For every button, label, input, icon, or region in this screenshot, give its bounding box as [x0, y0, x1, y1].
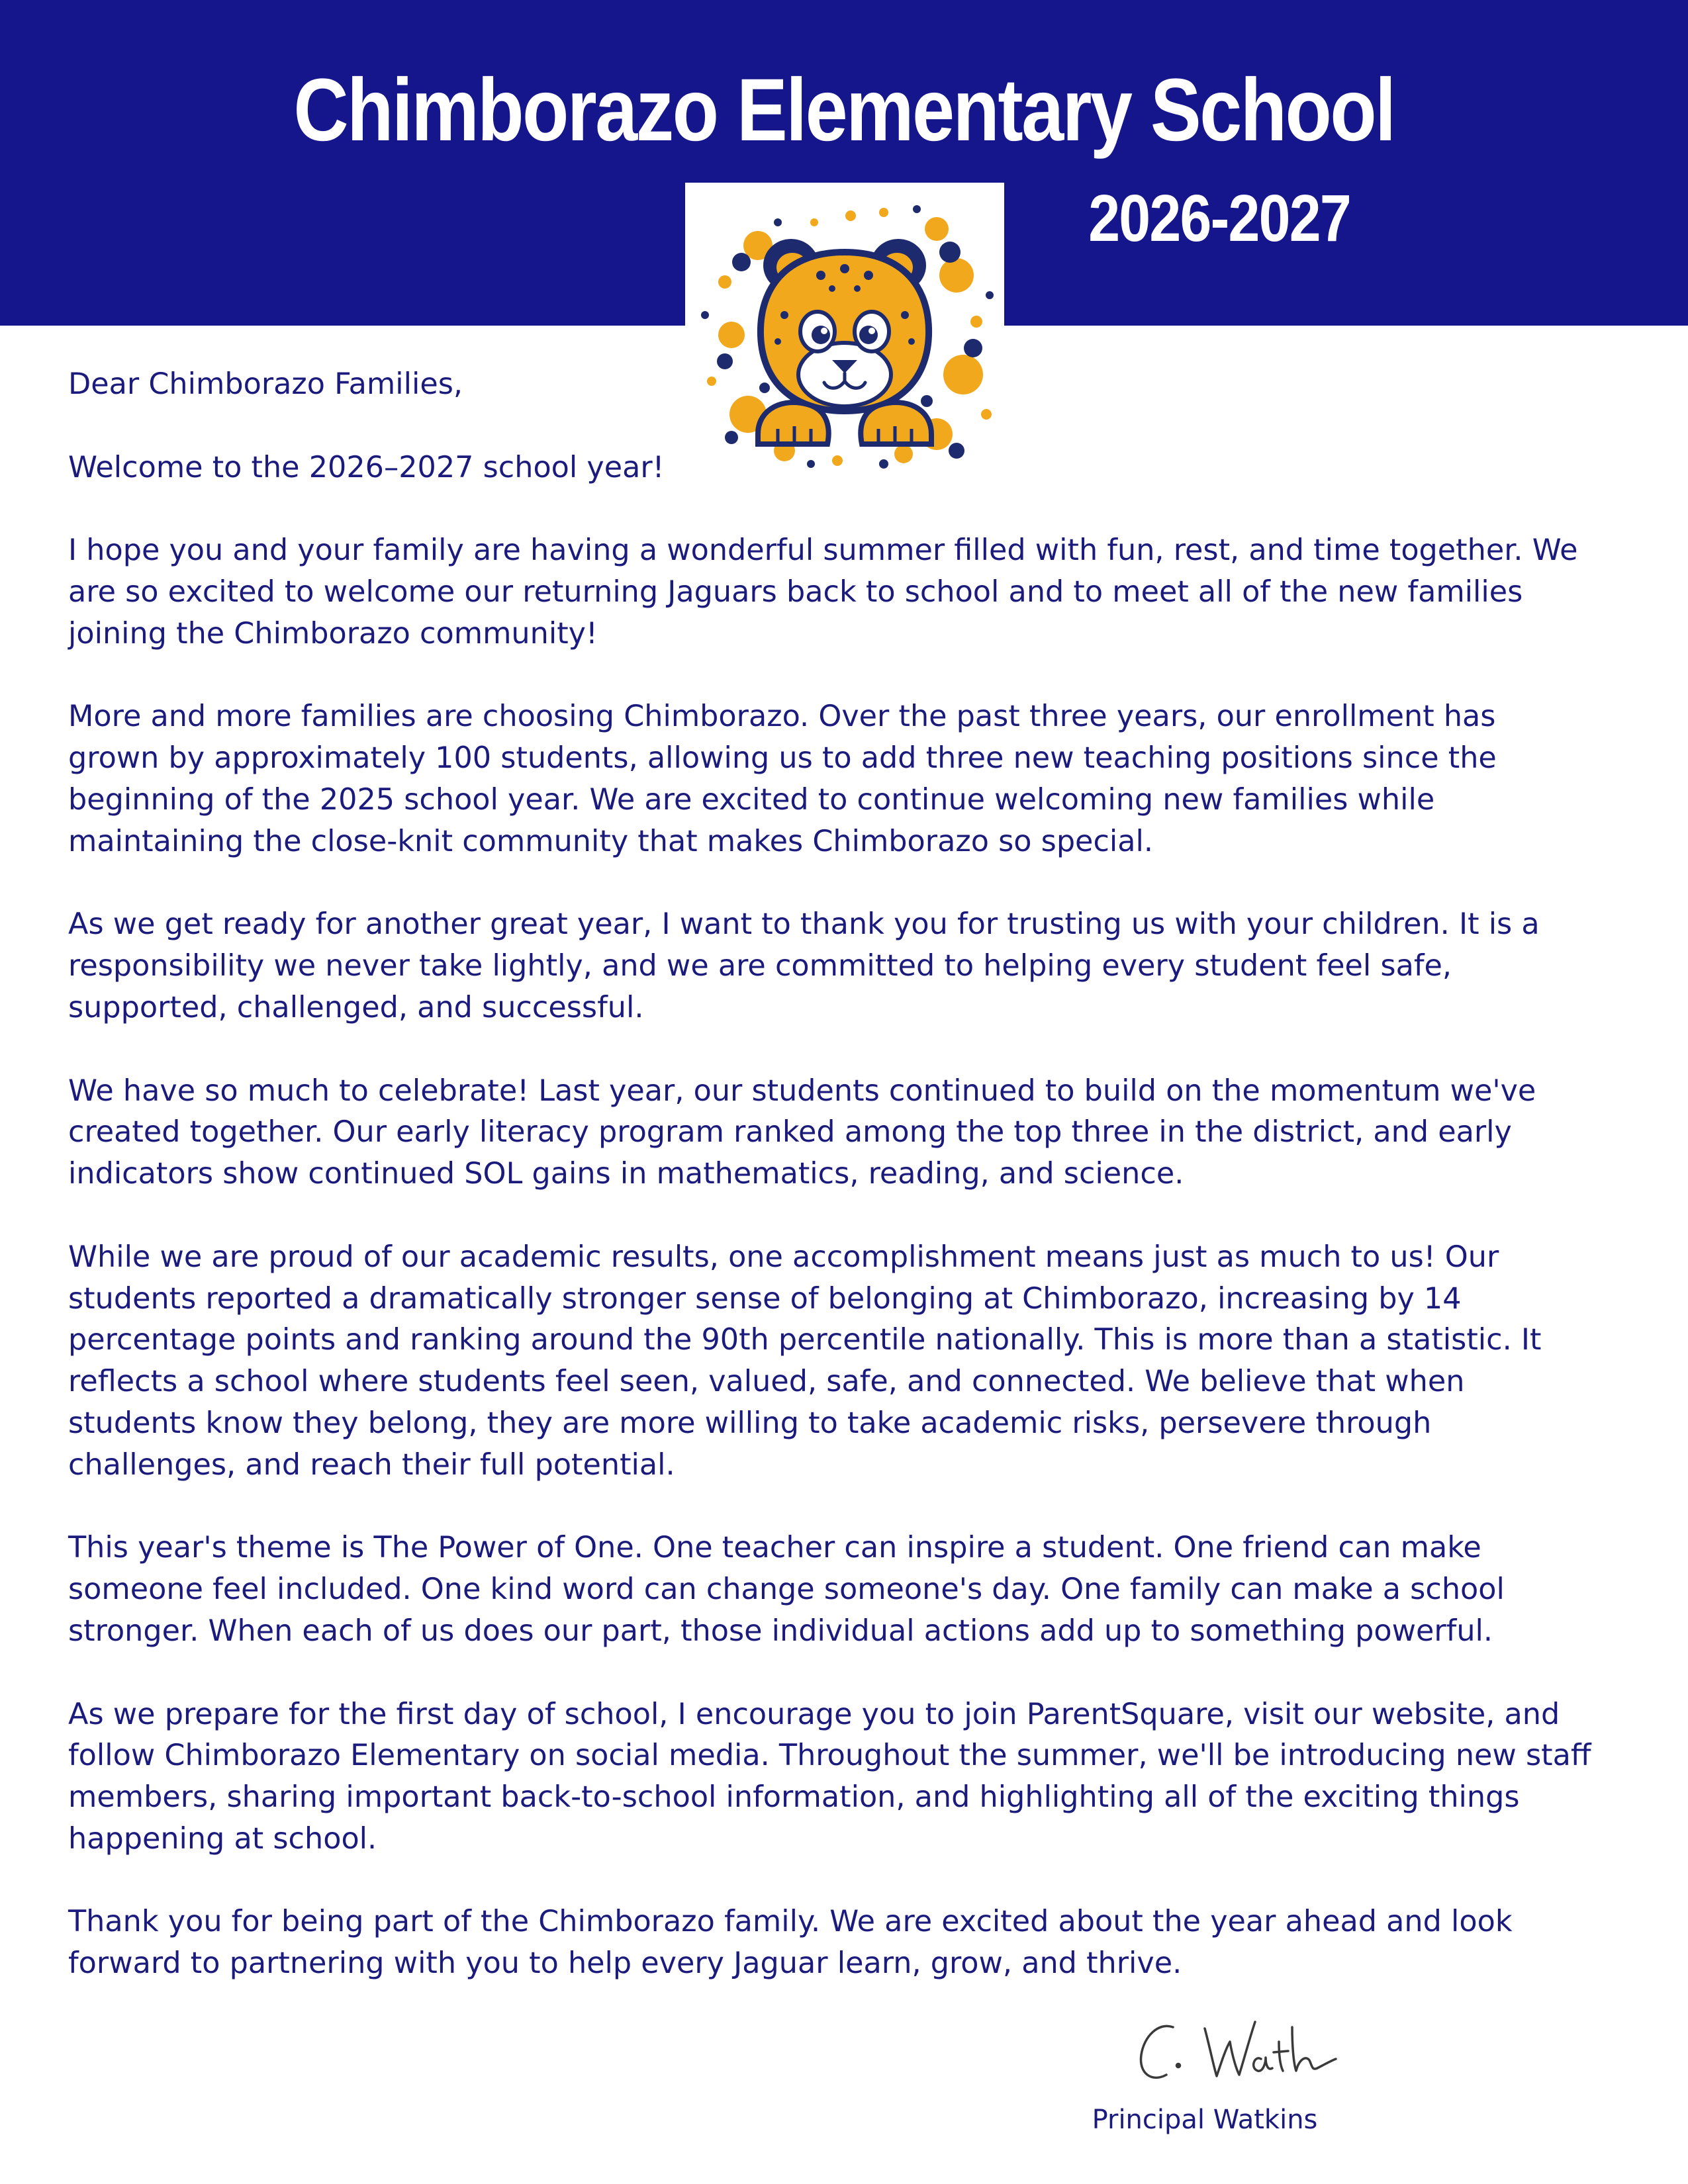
paragraph-line: supported, challenged, and successful. [68, 990, 644, 1024]
letter-paragraph [68, 1901, 1644, 1985]
paragraph-line: students know they belong, they are more willing to take academic risks, persevere through [68, 1406, 1432, 1440]
paragraph-line: percentage points and ranking around the 90th percentile nationally. This is more than a statistic. It [68, 1323, 1542, 1357]
paragraph-line: responsibility we never take lightly, and we are committed to helping every student feel safe, [68, 949, 1452, 983]
paragraph-line: More and more families are choosing Chimborazo. Over the past three years, our enrollment has [68, 700, 1496, 734]
letter-greeting: Dear Chimborazo Families, [68, 367, 463, 401]
paragraph-line: I hope you and your family are having a wonderful summer filled with fun, rest, and time together. We [68, 533, 1578, 568]
letter-paragraph [68, 1237, 1644, 1486]
principal-name: Principal Watkins [1092, 2105, 1318, 2135]
paragraph-line: students reported a dramatically stronger sense of belonging at Chimborazo, increasing by 14 [68, 1281, 1462, 1316]
paragraph-line: challenges, and reach their full potential. [68, 1447, 675, 1482]
paragraph-line: stronger. When each of us does our part, those individual actions add up to something powerful. [68, 1614, 1493, 1648]
paragraph-line: are so excited to welcome our returning Jaguars back to school and to meet all of the new families [68, 574, 1523, 609]
paragraph-line: grown by approximately 100 students, allowing us to add three new teaching positions since the [68, 741, 1497, 776]
paragraph-line: reflects a school where students feel seen, valued, safe, and connected. We believe that when [68, 1365, 1465, 1399]
school-title: Chimborazo Elementary School [293, 61, 1395, 159]
paragraph-line: someone feel included. One kind word can change someone's day. One family can make a school [68, 1572, 1505, 1607]
paragraph-line: indicators show continued SOL gains in mathematics, reading, and science. [68, 1157, 1184, 1191]
paragraph-line: We have so much to celebrate! Last year, our students continued to build on the momentum we've [68, 1073, 1536, 1108]
letter-paragraph [68, 1527, 1644, 1652]
letter-paragraph [68, 1071, 1644, 1195]
letter-paragraph [68, 530, 1644, 655]
paragraph-line: happening at school. [68, 1821, 377, 1856]
letter-paragraph [68, 696, 1644, 862]
letter-body [68, 364, 1644, 2026]
paragraph-line: Thank you for being part of the Chimborazo family. We are excited about the year ahead and look [68, 1905, 1513, 1939]
paragraph-line: While we are proud of our academic results, one accomplishment means just as much to us! Our [68, 1240, 1499, 1274]
letter-welcome: Welcome to the 2026–2027 school year! [68, 450, 665, 484]
paragraph-line: members, sharing important back-to-school information, and highlighting all of the exciting things [68, 1780, 1520, 1815]
paragraph-line: As we prepare for the first day of school, I encourage you to join ParentSquare, visit our website, and [68, 1697, 1560, 1731]
paragraph-line: created together. Our early literacy program ranked among the top three in the district, and early [68, 1115, 1512, 1150]
paragraph-line: forward to partnering with you to help every Jaguar learn, grow, and thrive. [68, 1946, 1182, 1981]
letter-paragraph [68, 904, 1644, 1028]
handwritten-signature [1125, 2002, 1344, 2095]
paragraph-line: joining the Chimborazo community! [68, 616, 598, 651]
paragraph-line: beginning of the 2025 school year. We are excited to continue welcoming new families while [68, 782, 1435, 817]
paragraph-line: As we get ready for another great year, I want to thank you for trusting us with your children. It is a [68, 907, 1540, 942]
paragraph-line: maintaining the close-knit community that makes Chimborazo so special. [68, 824, 1154, 858]
school-year: 2026-2027 [1088, 181, 1350, 255]
paragraph-line: follow Chimborazo Elementary on social media. Throughout the summer, we'll be introducing new staff [68, 1739, 1591, 1773]
paragraph-line: This year's theme is The Power of One. One teacher can inspire a student. One friend can make [68, 1531, 1481, 1565]
letter-paragraph [68, 1694, 1644, 1860]
